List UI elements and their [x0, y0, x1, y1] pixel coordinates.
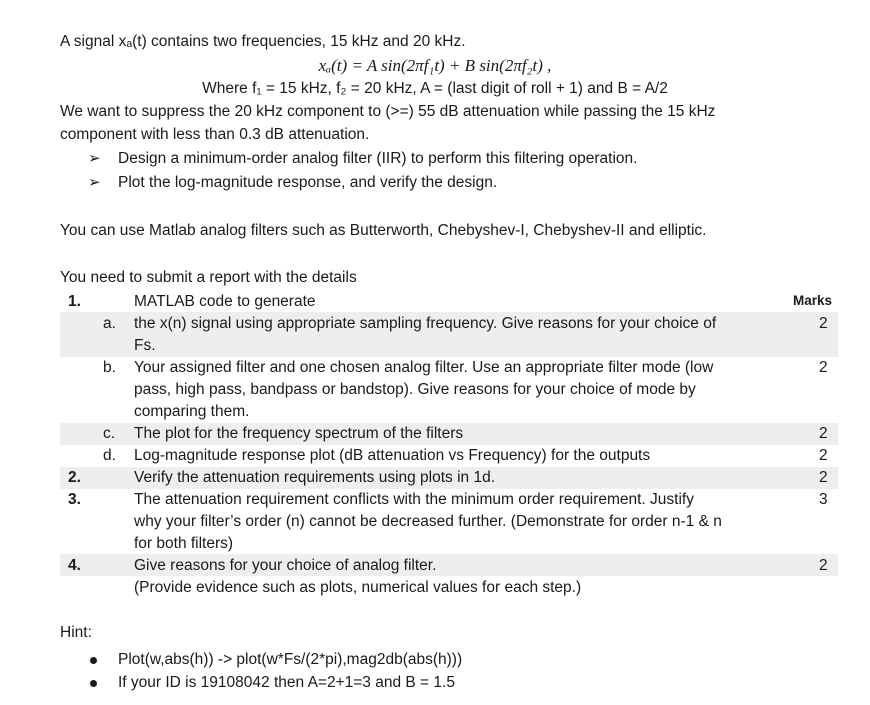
- item-c-label: c.: [103, 425, 116, 442]
- item-number-1: 1.: [68, 293, 81, 310]
- item-4-text-2: (Provide evidence such as plots, numerical values for each step.): [134, 579, 582, 596]
- mark-c: 2: [819, 425, 828, 442]
- intro-text: A signal xₐ(t) contains two frequencies, 15 kHz and 20 kHz.: [60, 33, 466, 50]
- item-3-text-1: The attenuation requirement conflicts with the minimum order requirement. Justify: [134, 491, 694, 508]
- mark-3: 3: [819, 491, 828, 508]
- item-b-label: b.: [103, 359, 116, 376]
- arrow-bullet-icon: ➢: [88, 174, 101, 191]
- item-3-text-2: why your filter’s order (n) cannot be decreased further. (Demonstrate for order n-1 & n: [134, 513, 722, 530]
- item-c-text: The plot for the frequency spectrum of the filters: [134, 425, 464, 442]
- item-a-text-2: Fs.: [134, 337, 156, 354]
- matlab-note: You can use Matlab analog filters such as Butterworth, Chebyshev-I, Chebyshev-II and elliptic.: [60, 222, 707, 239]
- item-number-3: 3.: [68, 491, 81, 508]
- item-b-text-3: comparing them.: [134, 403, 250, 420]
- bullet-icon: [90, 680, 97, 687]
- item-number-2: 2.: [68, 469, 81, 486]
- task-1: Design a minimum-order analog filter (IIR) to perform this filtering operation.: [118, 150, 638, 167]
- mark-4: 2: [819, 557, 828, 574]
- mark-d: 2: [819, 447, 828, 464]
- item-4-text-1: Give reasons for your choice of analog filter.: [134, 557, 437, 574]
- task-2: Plot the log-magnitude response, and verify the design.: [118, 174, 498, 191]
- bullet-icon: [90, 657, 97, 664]
- requirement-line-2: component with less than 0.3 dB attenuation.: [60, 126, 370, 143]
- hint-2: If your ID is 19108042 then A=2+1=3 and B = 1.5: [118, 674, 455, 691]
- item-a-label: a.: [103, 315, 116, 332]
- item-d-text: Log-magnitude response plot (dB attenuation vs Frequency) for the outputs: [134, 447, 651, 464]
- hint-label: Hint:: [60, 624, 92, 641]
- report-intro: You need to submit a report with the details: [60, 269, 357, 286]
- mark-b: 2: [819, 359, 828, 376]
- mark-a: 2: [819, 315, 828, 332]
- hint-1: Plot(w,abs(h)) -> plot(w*Fs/(2*pi),mag2db(abs(h))): [118, 651, 463, 668]
- item-a-text-1: the x(n) signal using appropriate sampling frequency. Give reasons for your choice of: [134, 315, 717, 332]
- where-text: Where f₁ = 15 kHz, f₂ = 20 kHz, A = (last digit of roll + 1) and B = A/2: [202, 80, 668, 97]
- item-1-text: MATLAB code to generate: [134, 293, 316, 310]
- requirement-line-1: We want to suppress the 20 kHz component to (>=) 55 dB attenuation while passing the 15 kHz: [60, 103, 716, 120]
- mark-2: 2: [819, 469, 828, 486]
- item-3-text-3: for both filters): [134, 535, 234, 552]
- item-number-4: 4.: [68, 557, 81, 574]
- item-b-text-2: pass, high pass, bandpass or bandstop). Give reasons for your choice of mode by: [134, 381, 696, 398]
- signal-equation: xₐ(t) = A sin(2πf₁t) + B sin(2πf₂t) ,: [318, 56, 552, 75]
- arrow-bullet-icon: ➢: [88, 150, 101, 167]
- item-d-label: d.: [103, 447, 116, 464]
- item-2-text: Verify the attenuation requirements using plots in 1d.: [134, 469, 496, 486]
- marks-header: Marks: [793, 293, 833, 308]
- item-b-text-1: Your assigned filter and one chosen analog filter. Use an appropriate filter mode (low: [134, 359, 714, 376]
